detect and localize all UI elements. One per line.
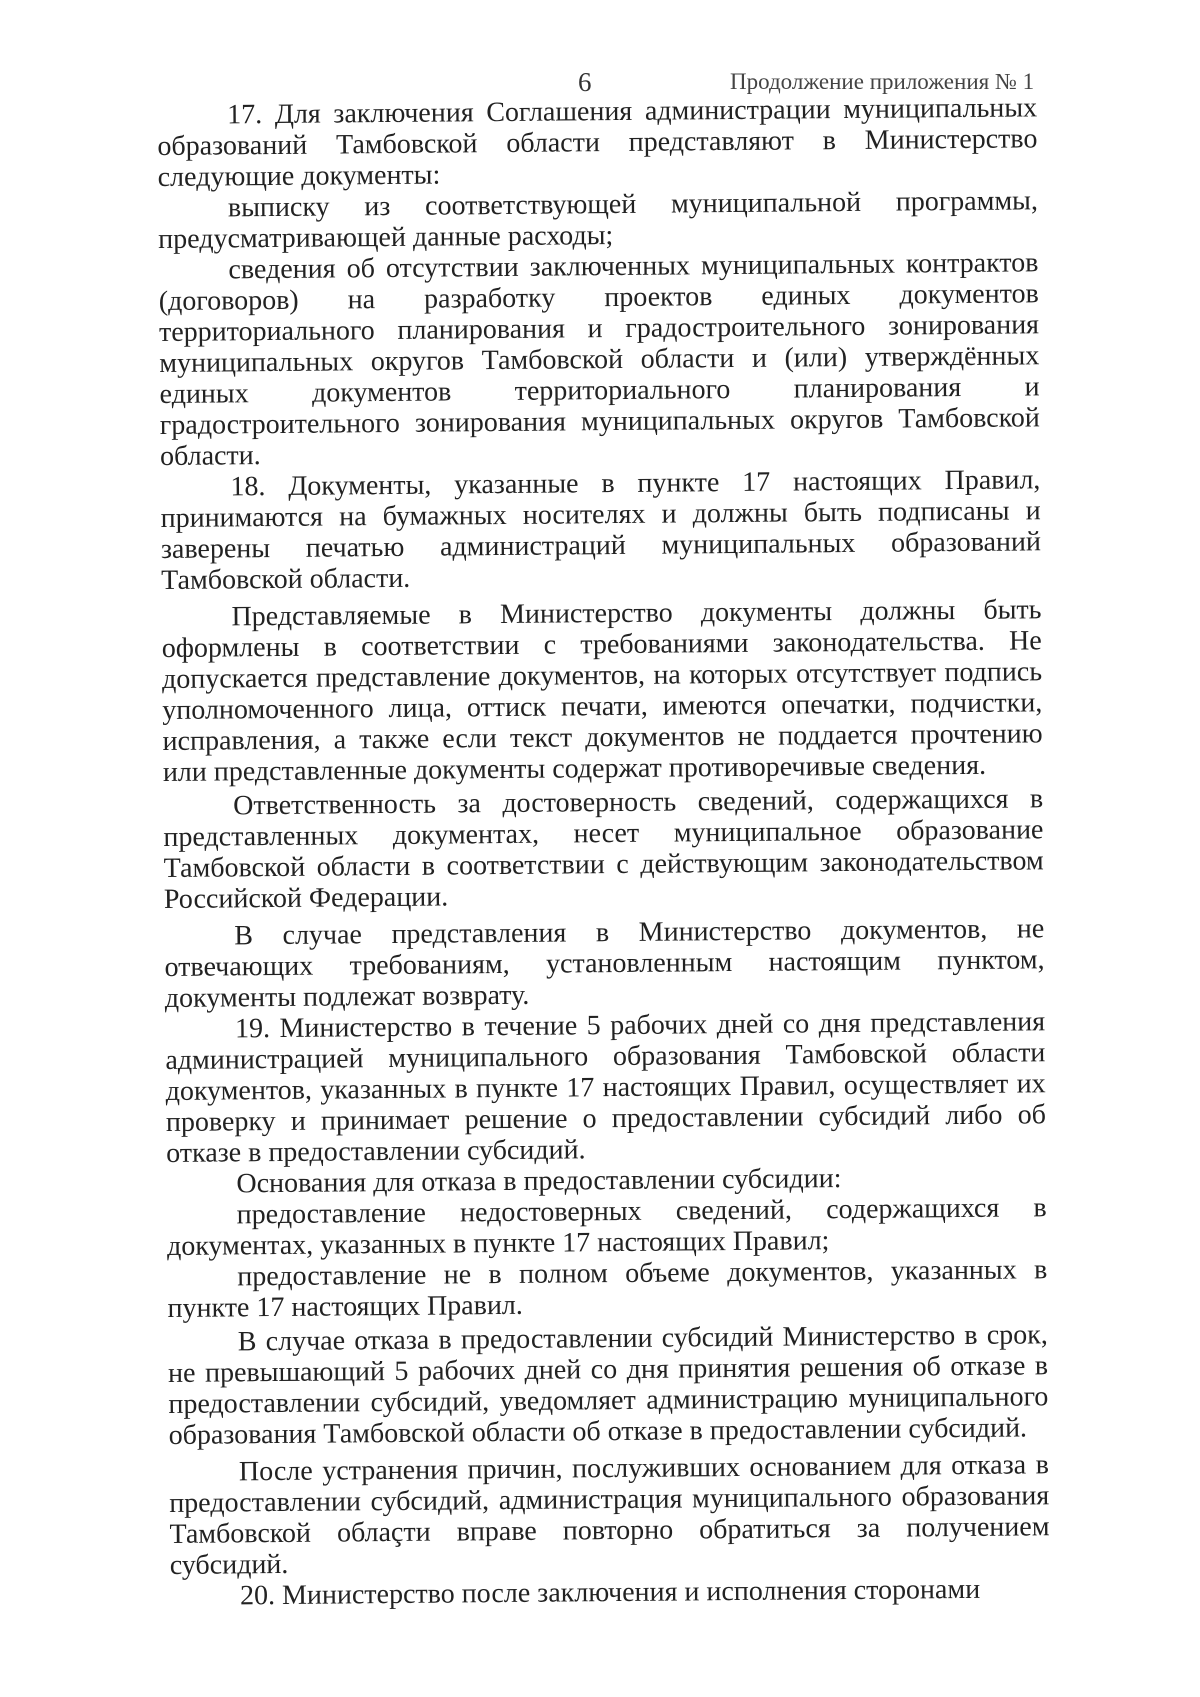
paragraph: предоставление не в полном объеме документов, указанных в пункте 17 настоящих Правил. [167, 1254, 1048, 1324]
paragraph: выписку из соответствующей муниципальной программы, предусматривающей данные расходы; [158, 185, 1039, 255]
paragraph: В случае отказа в предоставлении субсидий Министерство в срок, не превышающий 5 рабочих дней со дня принятия решения об отказе в предоставлении субсидий, уведомляет администрацию муниципального образования Тамбовской области об отказе в предоставлении субсидий. [167, 1319, 1049, 1451]
document-body [157, 92, 1050, 1612]
paragraph: В случае представления в Министерство документов, не отвечающих требованиям, установленным настоящим пунктом, документы подлежат возврату. [164, 913, 1045, 1014]
page-number: 6 [578, 67, 592, 97]
paragraph: сведения об отсутствии заключенных муниципальных контрактов (договоров) на разработку проектов единых документов территориального планирования и градостроительного зонирования муниципальных округов Тамбовской области и (или) утверждённых единых документов территориального планирования и градостроительного зонирования муниципальных округов Тамбовской области. [158, 247, 1040, 472]
paragraph: 17. Для заключения Соглашения администрации муниципальных образований Тамбовской области представляют в Министерство следующие документы: [157, 92, 1038, 193]
paragraph: После устранения причин, послуживших основанием для отказа в предоставлении субсидий, администрация муниципального образования Тамбовской облаçти вправе повторно обратиться за получением субсидий. [169, 1449, 1050, 1581]
paragraph: 18. Документы, указанные в пункте 17 настоящих Правил, принимаются на бумажных носителях и должны быть подписаны и заверены печатью администраций муниципальных образований Тамбовской области. [160, 464, 1042, 596]
paragraph: 20. Министерство после заключения и исполнения сторонами [239, 1573, 981, 1612]
paragraph: Ответственность за достоверность сведений, содержащихся в представленных документах, несет муниципальное образование Тамбовской области в соответствии с действующим законодательством Российской Федерации. [163, 783, 1044, 915]
running-head: Продолжение приложения № 1 [730, 69, 1035, 94]
paragraph: Представляемые в Министерство документы должны быть оформлены в соответствии с требованиями законодательства. Не допускается представление документов, на которых отсутствует подпись уполномоченного лица, оттиск печати, имеются опечатки, подчистки, исправления, а также если текст документов не поддается прочтению или представленные документы содержат противоречивые сведения. [161, 594, 1043, 788]
paragraph: 19. Министерство в течение 5 рабочих дней со дня представления администрацией муниципального образования Тамбовской области документов, указанных в пункте 17 настоящих Правил, осуществляет их проверку и принимает решение о предоставлении субсидий либо об отказе в предоставлении субсидий. [165, 1006, 1047, 1169]
paragraph: предоставление недостоверных сведений, содержащихся в документах, указанных в пункте 17 настоящих Правил; [166, 1192, 1047, 1262]
paragraph: Основания для отказа в предоставлении субсидии: [236, 1163, 842, 1200]
